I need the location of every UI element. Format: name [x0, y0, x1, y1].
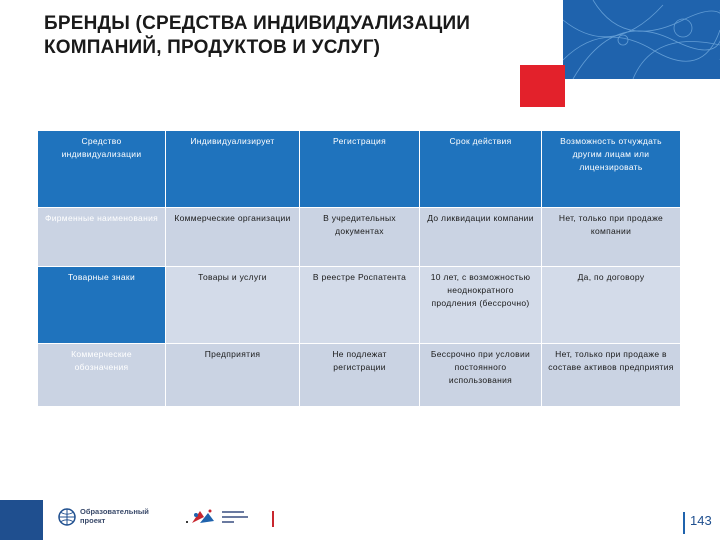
- brands-table: [37, 130, 681, 407]
- table-cell: Фирменные наименования: [38, 208, 166, 267]
- partner-logo-text-graphic: [222, 510, 256, 527]
- table-row: [38, 267, 681, 344]
- table-cell: В реестре Роспатента: [300, 267, 420, 344]
- table-cell: Нет, только при продаже в составе активов предприятия: [542, 344, 681, 407]
- table-cell: Коммерческие обозначения: [38, 344, 166, 407]
- table-cell: Не подлежат регистрации: [300, 344, 420, 407]
- table-cell: Бессрочно при условии постоянного использования: [420, 344, 542, 407]
- page-number: 143: [690, 513, 712, 528]
- table-header-cell: Срок действия: [420, 131, 542, 208]
- decorative-blue-block: [563, 0, 720, 79]
- table-cell: Коммерческие организации: [166, 208, 300, 267]
- table-cell: Нет, только при продаже компании: [542, 208, 681, 267]
- table-cell: Да, по договору: [542, 267, 681, 344]
- page-number-divider: [683, 512, 685, 534]
- table-header-cell: Средство индивидуализации: [38, 131, 166, 208]
- globe-logo-icon: [58, 508, 76, 526]
- table-cell: Товарные знаки: [38, 267, 166, 344]
- decorative-lines-pattern: [563, 0, 720, 79]
- logo-caption: Образовательный проект: [80, 507, 149, 525]
- decorative-red-block: [520, 65, 565, 107]
- table-header-cell: Регистрация: [300, 131, 420, 208]
- red-divider: [272, 511, 274, 527]
- footer-decorative-block: [0, 500, 43, 540]
- table-header-cell: Индивидуализирует: [166, 131, 300, 208]
- table-cell: Предприятия: [166, 344, 300, 407]
- table-row: [38, 344, 681, 407]
- table-header-cell: Возможность отчуждать другим лицам или лицензировать: [542, 131, 681, 208]
- table-row: [38, 208, 681, 267]
- slide-title: БРЕНДЫ (СРЕДСТВА ИНДИВИДУАЛИЗАЦИИ КОМПАНИЙ, ПРОДУКТОВ И УСЛУГ): [44, 13, 471, 58]
- table-cell: В учредительных документах: [300, 208, 420, 267]
- table-cell: До ликвидации компании: [420, 208, 542, 267]
- table-cell: Товары и услуги: [166, 267, 300, 344]
- table-header-row: [38, 131, 681, 208]
- partner-logo-icon: [188, 507, 218, 527]
- table-cell: 10 лет, с возможностью неоднократного продления (бессрочно): [420, 267, 542, 344]
